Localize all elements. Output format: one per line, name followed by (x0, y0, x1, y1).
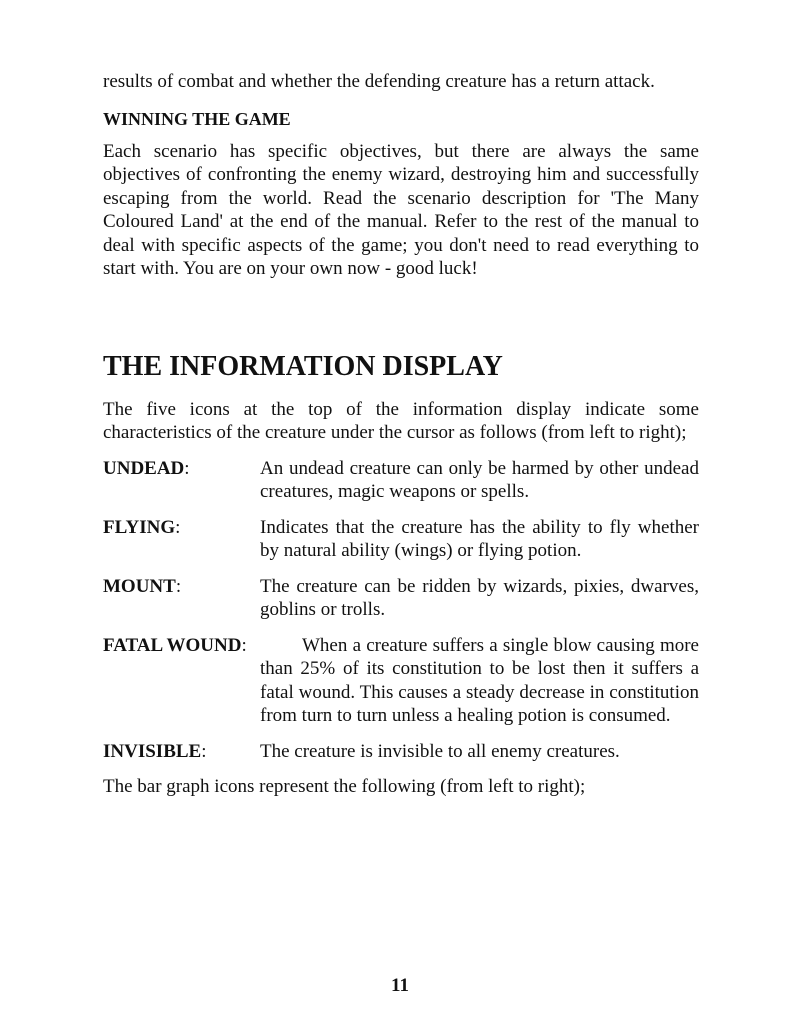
intro-paragraph: results of combat and whether the defending creature has a return attack. (103, 71, 655, 92)
definition-desc: The creature can be ridden by wizards, pixies, dwarves, goblins or trolls. (260, 575, 699, 620)
display-intro-paragraph: The five icons at the top of the information display indicate some characteristics of the creature under the cursor as follows (from left to right); (103, 398, 699, 443)
definition-term: FATAL WOUND (103, 634, 242, 656)
winning-paragraph: Each scenario has specific objectives, but there are always the same objectives of confronting the enemy wizard, destroying him and successfully escaping from the world. Read the scenario description for 'The Many Coloured Land' at the end of the manual. Refer to the rest of the manual to deal with specific aspects of the game; you don't need to read everything to start with. You are on your own now - good luck! (103, 140, 699, 279)
section-title: THE INFORMATION DISPLAY (103, 350, 503, 382)
definition-desc: The creature is invisible to all enemy creatures. (260, 740, 620, 762)
definition-term: INVISIBLE (103, 740, 202, 762)
definition-desc: An undead creature can only be harmed by other undead creatures, magic weapons or spells. (260, 457, 699, 502)
page-number: 11 (391, 975, 409, 996)
definition-term: UNDEAD (103, 457, 185, 479)
winning-heading: WINNING THE GAME (103, 108, 291, 129)
definition-flying: FLYING: Indicates that the creature has the ability to fly whether by natural ability (wings) or flying potion. (103, 516, 699, 561)
definition-mount: MOUNT: The creature can be ridden by wizards, pixies, dwarves, goblins or trolls. (103, 575, 699, 620)
definition-term: MOUNT (103, 575, 176, 597)
definition-invisible: INVISIBLE: The creature is invisible to all enemy creatures. (103, 740, 699, 764)
definition-desc: Indicates that the creature has the ability to fly whether by natural ability (wings) or flying potion. (260, 516, 699, 561)
definition-undead: UNDEAD: An undead creature can only be harmed by other undead creatures, magic weapons or spells. (103, 457, 699, 502)
definition-desc: When a creature suffers a single blow causing more than 25% of its constitution to be lost then it suffers a fatal wound. This causes a steady decrease in constitution from turn to turn unless a healing potion is consumed. (260, 634, 699, 726)
definition-term: FLYING (103, 516, 176, 538)
definition-fatal-wound: FATAL WOUND: When a creature suffers a single blow causing more than 25% of its constitution to be lost then it suffers a fatal wound. This causes a steady decrease in constitution from turn to turn unless a healing potion is consumed. (103, 634, 699, 726)
bar-graph-paragraph: The bar graph icons represent the following (from left to right); (103, 776, 586, 797)
manual-page (103, 70, 699, 799)
